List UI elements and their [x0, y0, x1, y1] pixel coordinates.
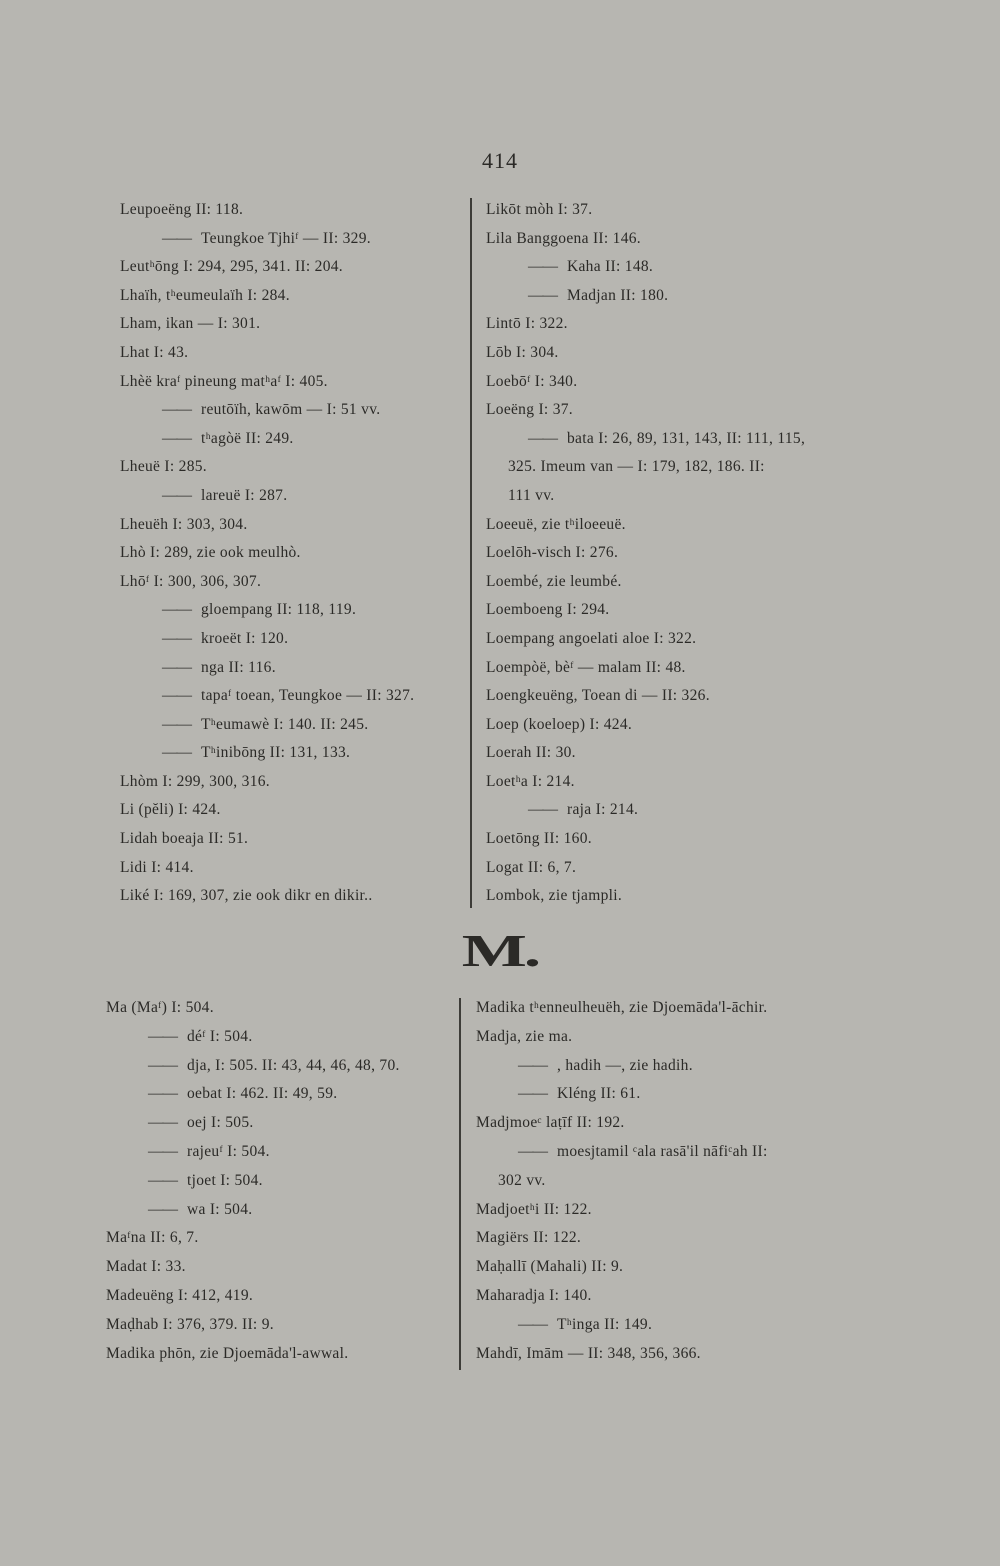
index-subentry: —— rajeuᶠ I: 504.: [106, 1138, 451, 1167]
index-entry: Maḥallī (Mahali) II: 9.: [476, 1258, 624, 1276]
index-entry: Lombok, zie tjampli.: [486, 887, 623, 905]
index-column-bottom-right: [476, 994, 876, 1368]
index-entry: Lhòm I: 299, 300, 316.: [120, 772, 270, 790]
index-entry: Lhaïh, tʰeumeulaïh I: 284.: [120, 286, 290, 304]
index-entry: Maḍhab I: 376, 379. II: 9.: [106, 1315, 274, 1333]
index-subentry: —— tapaᶠ toean, Teungkoe — II: 327.: [120, 682, 465, 711]
index-entry: Loempòë, bèᶠ — malam II: 48.: [486, 658, 686, 676]
index-entry: Loeeuë, zie tʰiloeeuë.: [486, 515, 626, 533]
index-subentry: —— gloempang II: 118, 119.: [120, 596, 465, 625]
index-subentry: —— raja I: 214.: [486, 796, 866, 825]
index-subentry: —— tʰagòë II: 249.: [120, 425, 465, 454]
index-column-top-right: [486, 196, 866, 911]
index-subentry: —— nga II: 116.: [120, 654, 465, 683]
index-entry: Mahdī, Imām — II: 348, 356, 366.: [476, 1344, 701, 1362]
index-entry: 302 vv.: [498, 1171, 546, 1189]
index-subentry: —— Tʰinibōng II: 131, 133.: [120, 739, 465, 768]
index-entry: Lidah boeaja II: 51.: [120, 830, 249, 848]
index-entry: Madika phōn, zie Djoemāda'l-awwal.: [106, 1344, 349, 1362]
index-subentry: —— oej I: 505.: [106, 1109, 451, 1138]
column-divider-top: [470, 198, 472, 908]
index-entry: Lōb I: 304.: [486, 343, 559, 361]
index-subentry: —— Kléng II: 61.: [476, 1080, 876, 1109]
index-entry: Maᶠna II: 6, 7.: [106, 1229, 199, 1247]
section-letter-heading: M.: [461, 925, 539, 976]
index-entry: Loerah II: 30.: [486, 744, 576, 762]
index-entry: Madjoetʰi II: 122.: [476, 1200, 592, 1218]
index-entry: Ma (Maᶠ) I: 504.: [106, 999, 214, 1016]
index-entry: Leutʰōng I: 294, 295, 341. II: 204.: [120, 258, 343, 276]
index-subentry: —— Kaha II: 148.: [486, 253, 866, 282]
index-entry: 111 vv.: [508, 486, 555, 504]
index-subentry: —— reutōïh, kawōm — I: 51 vv.: [120, 396, 465, 425]
index-subentry: —— lareuë I: 287.: [120, 482, 465, 511]
index-entry: Madat I: 33.: [106, 1258, 186, 1276]
index-subentry: —— tjoet I: 504.: [106, 1167, 451, 1196]
index-subentry: —— kroeët I: 120.: [120, 625, 465, 654]
index-entry: Lhò I: 289, zie ook meulhò.: [120, 544, 301, 562]
index-subentry: —— Madjan II: 180.: [486, 282, 866, 311]
index-entry: Loembé, zie leumbé.: [486, 572, 622, 590]
index-entry: Loelōh-visch I: 276.: [486, 544, 619, 562]
index-subentry: —— dja, I: 505. II: 43, 44, 46, 48, 70.: [106, 1052, 451, 1081]
index-subentry: —— oebat I: 462. II: 49, 59.: [106, 1080, 451, 1109]
page-number: 414: [482, 148, 518, 173]
index-subentry: —— , hadih —, zie hadih.: [476, 1052, 876, 1081]
index-subentry: —— déᶠ I: 504.: [106, 1023, 451, 1052]
index-column-top-left: [120, 196, 465, 911]
index-entry: Lidi I: 414.: [120, 858, 194, 876]
index-entry: Madja, zie ma.: [476, 1027, 573, 1045]
index-entry: Loempang angoelati aloe I: 322.: [486, 629, 697, 647]
index-entry: Lintō I: 322.: [486, 315, 568, 333]
index-entry: Magiërs II: 122.: [476, 1229, 582, 1247]
index-subentry: —— bata I: 26, 89, 131, 143, II: 111, 115,: [486, 425, 866, 454]
index-entry: Liké I: 169, 307, zie ook dikr en dikir..: [120, 887, 373, 905]
index-entry: Maharadja I: 140.: [476, 1286, 592, 1304]
index-entry: Madika tʰenneulheuëh, zie Djoemāda'l-āchir.: [476, 999, 768, 1016]
index-entry: Madeuëng I: 412, 419.: [106, 1286, 254, 1304]
index-entry: Lham, ikan — I: 301.: [120, 315, 261, 333]
index-entry: Logat II: 6, 7.: [486, 858, 577, 876]
index-entry: Loep (koeloep) I: 424.: [486, 715, 633, 733]
index-subentry: —— Tʰeumawè I: 140. II: 245.: [120, 711, 465, 740]
index-entry: Lheuë I: 285.: [120, 458, 207, 476]
index-entry: Loetōng II: 160.: [486, 830, 592, 848]
index-entry: Loetʰa I: 214.: [486, 772, 575, 790]
index-entry: Loengkeuëng, Toean di — II: 326.: [486, 687, 710, 705]
index-entry: Loeëng I: 37.: [486, 401, 573, 419]
index-entry: Lhōᶠ I: 300, 306, 307.: [120, 572, 262, 590]
index-entry: Leupoeëng II: 118.: [120, 201, 244, 218]
index-column-bottom-left: [106, 994, 451, 1368]
index-entry: Loebōᶠ I: 340.: [486, 372, 578, 390]
index-entry: Lhat I: 43.: [120, 343, 189, 361]
index-entry: Lila Banggoena II: 146.: [486, 229, 641, 247]
index-entry: Madjmoeᶜ laṭīf II: 192.: [476, 1114, 625, 1132]
index-subentry: —— Tʰinga II: 149.: [476, 1311, 876, 1340]
index-entry: Lhèë kraᶠ pineung matʰaᶠ I: 405.: [120, 372, 328, 390]
index-entry: Li (pĕli) I: 424.: [120, 801, 221, 819]
index-entry: 325. Imeum van — I: 179, 182, 186. II:: [508, 458, 765, 476]
index-subentry: —— wa I: 504.: [106, 1196, 451, 1225]
index-entry: Likōt mòh I: 37.: [486, 201, 593, 218]
index-entry: Lheuëh I: 303, 304.: [120, 515, 248, 533]
index-entry: Loemboeng I: 294.: [486, 601, 610, 619]
index-subentry: —— Teungkoe Tjhiᶠ — II: 329.: [120, 225, 465, 254]
index-subentry: —— moesjtamil ᶜala rasā'il nāfiᶜah II:: [476, 1138, 876, 1167]
column-divider-bottom: [459, 998, 461, 1370]
